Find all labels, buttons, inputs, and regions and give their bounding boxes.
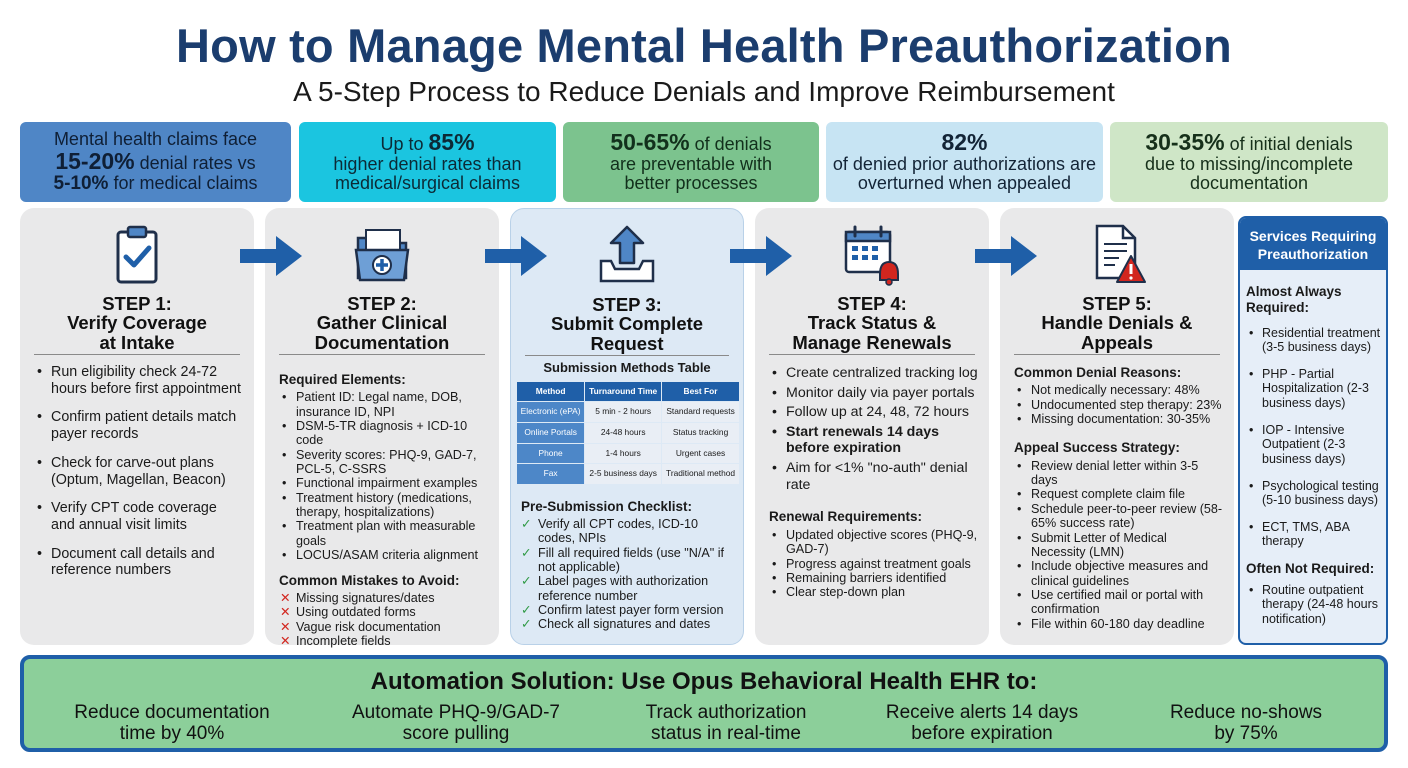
- list-item: • File within 60-180 day deadline: [1014, 617, 1224, 631]
- denial-reasons-list: [1014, 383, 1224, 426]
- step-title: STEP 1: Verify Coverage at Intake: [67, 293, 207, 353]
- table-cell: Status tracking: [662, 423, 739, 443]
- column-header: Turnaround Time: [585, 382, 661, 402]
- automation-item: Reduce documentation time by 40%: [74, 702, 270, 744]
- stat-value: 30-35%: [1145, 129, 1225, 156]
- automation-item: Receive alerts 14 days before expiration: [885, 702, 1079, 744]
- document-warning-icon: [1085, 222, 1149, 286]
- step-3-body: [516, 361, 738, 632]
- tracking-list: [769, 365, 979, 493]
- appeal-strategy-list: [1014, 459, 1224, 631]
- section-heading: Appeal Success Strategy:: [1014, 440, 1180, 456]
- list-item: • Follow up at 24, 48, 72 hours: [769, 404, 979, 421]
- list-item: • Monitor daily via payer portals: [769, 385, 979, 402]
- list-item: • Not medically necessary: 48%: [1014, 383, 1224, 397]
- checklist: [521, 517, 733, 632]
- divider: [769, 354, 975, 355]
- section-heading: Often Not Required:: [1246, 561, 1375, 577]
- table-row: [517, 444, 739, 464]
- page-title: How to Manage Mental Health Preauthorization: [176, 19, 1232, 72]
- stat-text: Mental health claims face: [53, 128, 258, 149]
- step-4-body: [769, 365, 979, 600]
- list-item: ✕ Using outdated forms: [279, 605, 489, 619]
- page-subtitle: A 5-Step Process to Reduce Denials and Improve Reimbursement: [293, 76, 1115, 107]
- table-header-row: [517, 382, 739, 402]
- section-heading: Required Elements:: [279, 372, 406, 387]
- checklist-item: ✓ Confirm latest payer form version: [521, 603, 733, 617]
- table-cell: Traditional method: [662, 464, 739, 484]
- section-heading: Common Mistakes to Avoid:: [279, 572, 460, 588]
- required-list: [279, 390, 489, 562]
- table-cell: Standard requests: [662, 402, 739, 422]
- automation-title: Automation Solution: Use Opus Behavioral Health EHR to:: [370, 668, 1038, 695]
- list-item: • Schedule peer-to-peer review (58-65% success rate): [1014, 502, 1224, 531]
- arrow-right-icon: [485, 234, 547, 278]
- list-item: • Treatment history (medications, therapy, hospitalizations): [279, 491, 489, 520]
- automation-item: Reduce no-shows by 75%: [1169, 702, 1323, 744]
- step-1-body: [34, 364, 244, 579]
- list-item: ✕ Incomplete fields: [279, 634, 489, 648]
- stat-box-missing-docs: [1110, 122, 1388, 202]
- stat-value: 15-20%: [55, 148, 135, 175]
- list-item: • Functional impairment examples: [279, 476, 489, 490]
- stat-box-denial-rates: [20, 122, 291, 202]
- column-header: Method: [517, 382, 584, 402]
- table-cell: Phone: [517, 444, 584, 464]
- arrow-right-icon: [975, 234, 1037, 278]
- list-item: • Missing documentation: 30-35%: [1014, 412, 1224, 426]
- step-1-list: [34, 364, 244, 579]
- list-item: • Review denial letter within 3-5 days: [1014, 459, 1224, 488]
- stat-value: 5-10%: [53, 172, 109, 194]
- stat-text: of denials: [689, 134, 772, 155]
- list-item: • Undocumented step therapy: 23%: [1014, 398, 1224, 412]
- list-item: ✕ Missing signatures/dates: [279, 591, 489, 605]
- list-item: • Remaining barriers identified: [769, 571, 979, 585]
- checklist-item: ✓ Label pages with authorization reference number: [521, 574, 733, 603]
- divider: [1014, 354, 1220, 355]
- list-item: • Submit Letter of Medical Necessity (LMN): [1014, 531, 1224, 560]
- list-item: • Create centralized tracking log: [769, 365, 979, 382]
- divider: [279, 354, 485, 355]
- list-item: • Aim for <1% "no-auth" denial rate: [769, 460, 979, 493]
- list-item: • Updated objective scores (PHQ-9, GAD-7): [769, 528, 979, 557]
- section-heading: Common Denial Reasons:: [1014, 365, 1182, 380]
- divider: [34, 354, 240, 355]
- stat-value: 82%: [941, 129, 988, 156]
- checklist-item: ✓ Fill all required fields (use "N/A" if not applicable): [521, 546, 733, 575]
- table-cell: Urgent cases: [662, 444, 739, 464]
- stat-text: denial rates vs: [134, 153, 256, 174]
- stat-text: are preventable with better processes: [609, 153, 773, 194]
- automation-item: Automate PHQ-9/GAD-7 score pulling: [351, 702, 561, 744]
- list-item: • PHP - Partial Hospitalization (2-3 business days): [1246, 367, 1382, 411]
- list-item: • LOCUS/ASAM criteria alignment: [279, 548, 489, 562]
- table-cell: Electronic (ePA): [517, 402, 584, 422]
- list-item: • Check for carve-out plans (Optum, Magellan, Beacon): [34, 455, 244, 488]
- list-item: • Start renewals 14 days before expiration: [769, 424, 979, 457]
- mistakes-list: [279, 591, 489, 648]
- table-row: [517, 423, 739, 443]
- clipboard-check-icon: [105, 222, 169, 286]
- stat-value: 50-65%: [610, 129, 690, 156]
- list-item: • Document call details and reference numbers: [34, 546, 244, 579]
- stat-text: for medical claims: [108, 172, 258, 193]
- table-cell: 24-48 hours: [585, 423, 661, 443]
- list-item: • Routine outpatient therapy (24-48 hours notification): [1246, 583, 1382, 627]
- arrow-right-icon: [240, 234, 302, 278]
- list-item: • Patient ID: Legal name, DOB, insurance ID, NPI: [279, 390, 489, 419]
- medical-folder-icon: [350, 222, 414, 286]
- stat-box-higher-denials: [299, 122, 556, 202]
- automation-item: Track authorization status in real-time: [645, 702, 807, 744]
- services-panel: [1238, 216, 1388, 645]
- list-item: • Run eligibility check 24-72 hours before first appointment: [34, 364, 244, 397]
- list-item: • Psychological testing (5-10 business days): [1246, 479, 1382, 508]
- step-title: STEP 2: Gather Clinical Documentation: [314, 293, 450, 353]
- step-5-body: [1014, 365, 1224, 631]
- submission-methods-table: [516, 381, 740, 485]
- upload-tray-icon: [595, 223, 659, 287]
- step-1-card: [20, 208, 254, 645]
- divider: [525, 355, 729, 356]
- list-item: • Use certified mail or portal with confirmation: [1014, 588, 1224, 617]
- stat-text: higher denial rates than medical/surgical claims: [333, 153, 522, 194]
- stat-text: due to missing/incomplete documentation: [1144, 153, 1354, 194]
- calendar-bell-icon: [840, 222, 904, 286]
- always-required-list: [1246, 326, 1382, 550]
- arrow-right-icon: [730, 234, 792, 278]
- list-item: ✕ Vague risk documentation: [279, 620, 489, 634]
- section-heading: Pre-Submission Checklist:: [521, 498, 693, 514]
- table-row: [517, 402, 739, 422]
- list-item: • DSM-5-TR diagnosis + ICD-10 code: [279, 419, 489, 448]
- table-cell: 2-5 business days: [585, 464, 661, 484]
- list-item: • ECT, TMS, ABA therapy: [1246, 520, 1382, 549]
- automation-banner: [20, 655, 1388, 752]
- list-item: • Treatment plan with measurable goals: [279, 519, 489, 548]
- table-cell: Online Portals: [517, 423, 584, 443]
- step-2-body: [279, 372, 489, 648]
- table-cell: 5 min - 2 hours: [585, 402, 661, 422]
- list-item: • Clear step-down plan: [769, 585, 979, 599]
- services-header: Services Requiring Preauthorization: [1240, 218, 1386, 270]
- section-heading: Renewal Requirements:: [769, 509, 923, 525]
- stat-text: of denied prior authorizations are overturned when appealed: [832, 153, 1097, 194]
- list-item: • Severity scores: PHQ-9, GAD-7, PCL-5, C-SSRS: [279, 448, 489, 477]
- step-title: STEP 4: Track Status & Manage Renewals: [792, 293, 952, 353]
- step-title: STEP 3: Submit Complete Request: [550, 294, 704, 354]
- stat-text: of initial denials: [1224, 134, 1353, 155]
- table-cell: Fax: [517, 464, 584, 484]
- list-item: • Residential treatment (3-5 business days): [1246, 326, 1382, 355]
- list-item: • IOP - Intensive Outpatient (2-3 business days): [1246, 423, 1382, 467]
- list-item: • Request complete claim file: [1014, 487, 1224, 501]
- column-header: Best For: [662, 382, 739, 402]
- checklist-item: ✓ Verify all CPT codes, ICD-10 codes, NPIs: [521, 517, 733, 546]
- renewal-list: [769, 528, 979, 600]
- stat-text: Up to: [380, 134, 429, 155]
- table-title: Submission Methods Table: [543, 360, 711, 375]
- stat-box-preventable: [563, 122, 819, 202]
- stat-value: 85%: [428, 129, 475, 156]
- table-cell: 1-4 hours: [585, 444, 661, 464]
- step-title: STEP 5: Handle Denials & Appeals: [1041, 293, 1193, 353]
- list-item: • Confirm patient details match payer records: [34, 409, 244, 442]
- list-item: • Verify CPT code coverage and annual visit limits: [34, 500, 244, 533]
- often-not-required-list: [1246, 583, 1382, 627]
- stat-box-overturned: [826, 122, 1103, 202]
- checklist-item: ✓ Check all signatures and dates: [521, 617, 733, 631]
- list-item: • Progress against treatment goals: [769, 557, 979, 571]
- table-row: [517, 464, 739, 484]
- services-body: [1240, 270, 1386, 627]
- section-heading: Almost Always Required:: [1246, 284, 1342, 315]
- list-item: • Include objective measures and clinical guidelines: [1014, 559, 1224, 588]
